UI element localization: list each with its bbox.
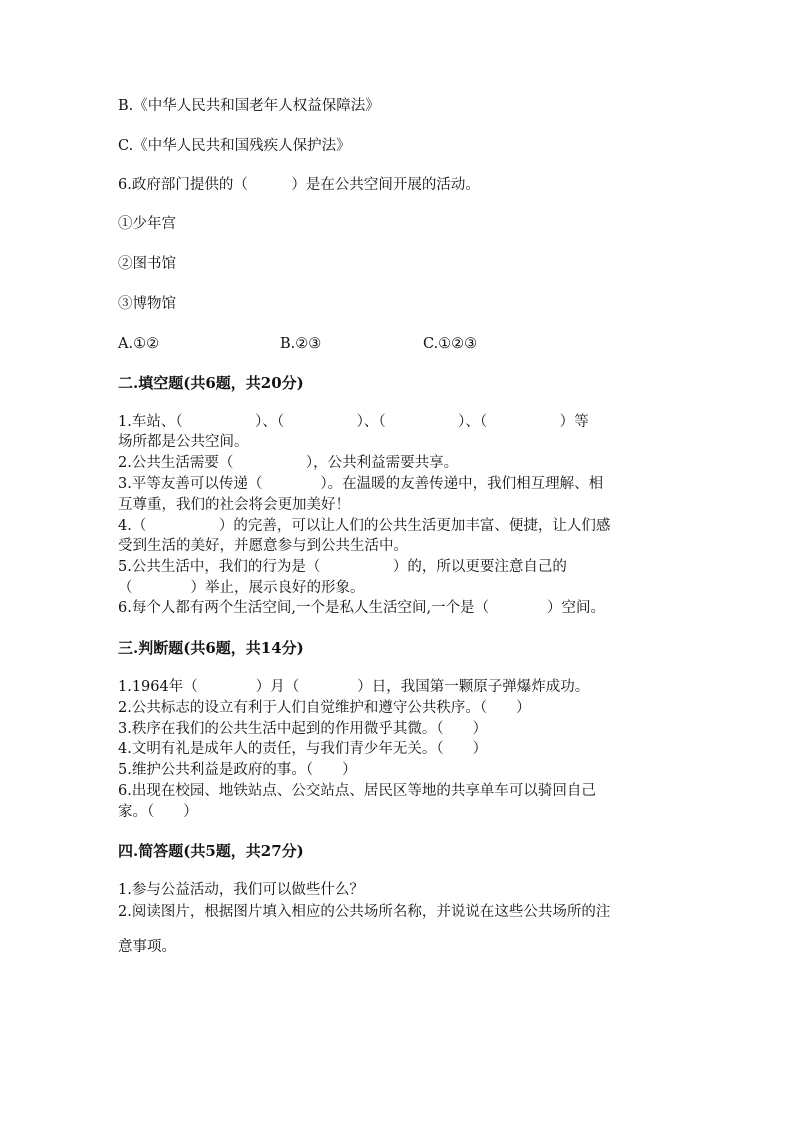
section-3-line: 1.1964年（ ）月（ ）日，我国第一颗原子弹爆炸成功。 (118, 679, 590, 695)
section-2-line: 5.公共生活中，我们的行为是（ ）的，所以更要注意自己的 (118, 559, 567, 575)
section-2-line: 1.车站、（ ）、（ ）、（ ）、（ ）等 (118, 414, 589, 430)
section-2-line: 场所都是公共空间。 (118, 434, 249, 450)
section-4-heading: 四.简答题(共5题，共27分) (118, 842, 304, 860)
q6-choice-c: C.①②③ (423, 336, 478, 352)
q6-item-2: ②图书馆 (118, 256, 176, 272)
section-2-line: 6.每个人都有两个生活空间,一个是私人生活空间,一个是（ ）空间。 (118, 600, 606, 616)
section-4-line: 2.阅读图片，根据图片填入相应的公共场所名称，并说说在这些公共场所的注 (118, 904, 611, 920)
section-3-line: 4.文明有礼是成年人的责任，与我们青少年无关。（ ） (118, 741, 488, 757)
q5-option-b: B.《中华人民共和国老年人权益保障法》 (118, 98, 380, 114)
section-3-line: 3.秩序在我们的公共生活中起到的作用微乎其微。（ ） (118, 721, 488, 737)
q5-option-c: C.《中华人民共和国残疾人保护法》 (118, 138, 351, 154)
section-2-line: （ ）举止，展示良好的形象。 (118, 580, 365, 596)
section-2-line: 4.（ ）的完善，可以让人们的公共生活更加丰富、便捷，让人们感 (118, 518, 611, 534)
q6-choice-b: B.②③ (280, 336, 322, 352)
section-2-heading: 二.填空题(共6题，共20分) (118, 374, 304, 392)
section-3-heading: 三.判断题(共6题，共14分) (118, 639, 304, 657)
q6-item-3: ③博物馆 (118, 296, 176, 312)
q6-choices (118, 334, 678, 354)
section-3-line: 6.出现在校园、地铁站点、公交站点、居民区等地的共享单车可以骑回自己 (118, 783, 596, 799)
q6-choice-a: A.①② (118, 336, 160, 352)
section-2-line: 互尊重，我们的社会将会更加美好！ (118, 497, 350, 513)
section-4-line: 意事项。 (118, 939, 176, 955)
section-3-line: 2.公共标志的设立有利于人们自觉维护和遵守公共秩序。（ ） (118, 700, 531, 716)
section-2-line: 2.公共生活需要（ ），公共利益需要共享。 (118, 455, 459, 471)
q6-stem: 6.政府部门提供的（ ）是在公共空间开展的活动。 (118, 177, 480, 193)
section-4-line: 1.参与公益活动，我们可以做些什么？ (118, 882, 364, 898)
section-2-line: 3.平等友善可以传递（ ）。在温暖的友善传递中，我们相互理解、相 (118, 476, 604, 492)
section-2-line: 受到生活的美好，并愿意参与到公共生活中。 (118, 538, 408, 554)
q6-item-1: ①少年宫 (118, 216, 176, 232)
section-3-line: 家。（ ） (118, 804, 198, 820)
section-3-line: 5.维护公共利益是政府的事。（ ） (118, 762, 357, 778)
